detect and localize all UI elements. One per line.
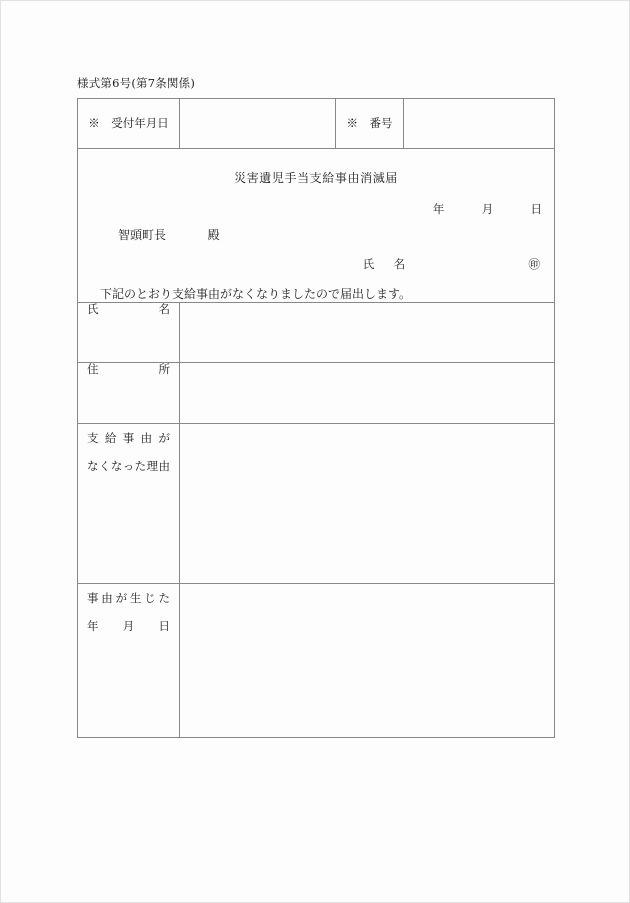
seal-icon: ㊞ [528, 257, 540, 271]
table-row-address [78, 363, 555, 424]
table-row-name [78, 303, 555, 363]
application-form-table [77, 98, 555, 738]
table-row-occurrence-date [78, 584, 555, 738]
title-block [78, 149, 554, 302]
page-title: 災害遺児手当支給事由消滅届 [234, 171, 398, 185]
field-label-name: 氏名 [87, 302, 170, 316]
field-label-address: 住所 [87, 362, 170, 376]
signer-name-label: 氏 名 [362, 257, 410, 271]
official-use-row [78, 99, 555, 149]
declaration-statement: 下記のとおり支給事由がなくなりましたので届出します。 [100, 287, 412, 301]
day-label: 日 [530, 202, 542, 216]
signer-name-line [363, 256, 540, 272]
receipt-date-label: ※ 受付年月日 [78, 99, 180, 149]
receipt-number-value[interactable] [404, 99, 555, 149]
receipt-date-value[interactable] [180, 99, 336, 149]
field-value-address[interactable] [180, 363, 555, 424]
month-label: 月 [481, 202, 494, 216]
field-value-name[interactable] [180, 303, 555, 363]
addressee-name: 智頭町長 [118, 228, 167, 242]
field-label-reason: 支給事由が なくなった理由 [87, 431, 170, 473]
title-row [78, 149, 555, 303]
addressee-line [118, 226, 220, 243]
field-label-occurrence-date: 事由が生じた 年 月 日 [87, 591, 170, 633]
table-row-reason [78, 424, 555, 584]
form-code-label: 様式第6号(第7条関係) [77, 76, 196, 90]
field-value-occurrence-date[interactable] [180, 584, 555, 738]
receipt-number-label: ※ 番号 [336, 99, 404, 149]
addressee-honorific: 殿 [207, 228, 220, 242]
field-value-reason[interactable] [180, 424, 555, 584]
submission-date-line [433, 201, 542, 217]
year-label: 年 [432, 202, 445, 216]
